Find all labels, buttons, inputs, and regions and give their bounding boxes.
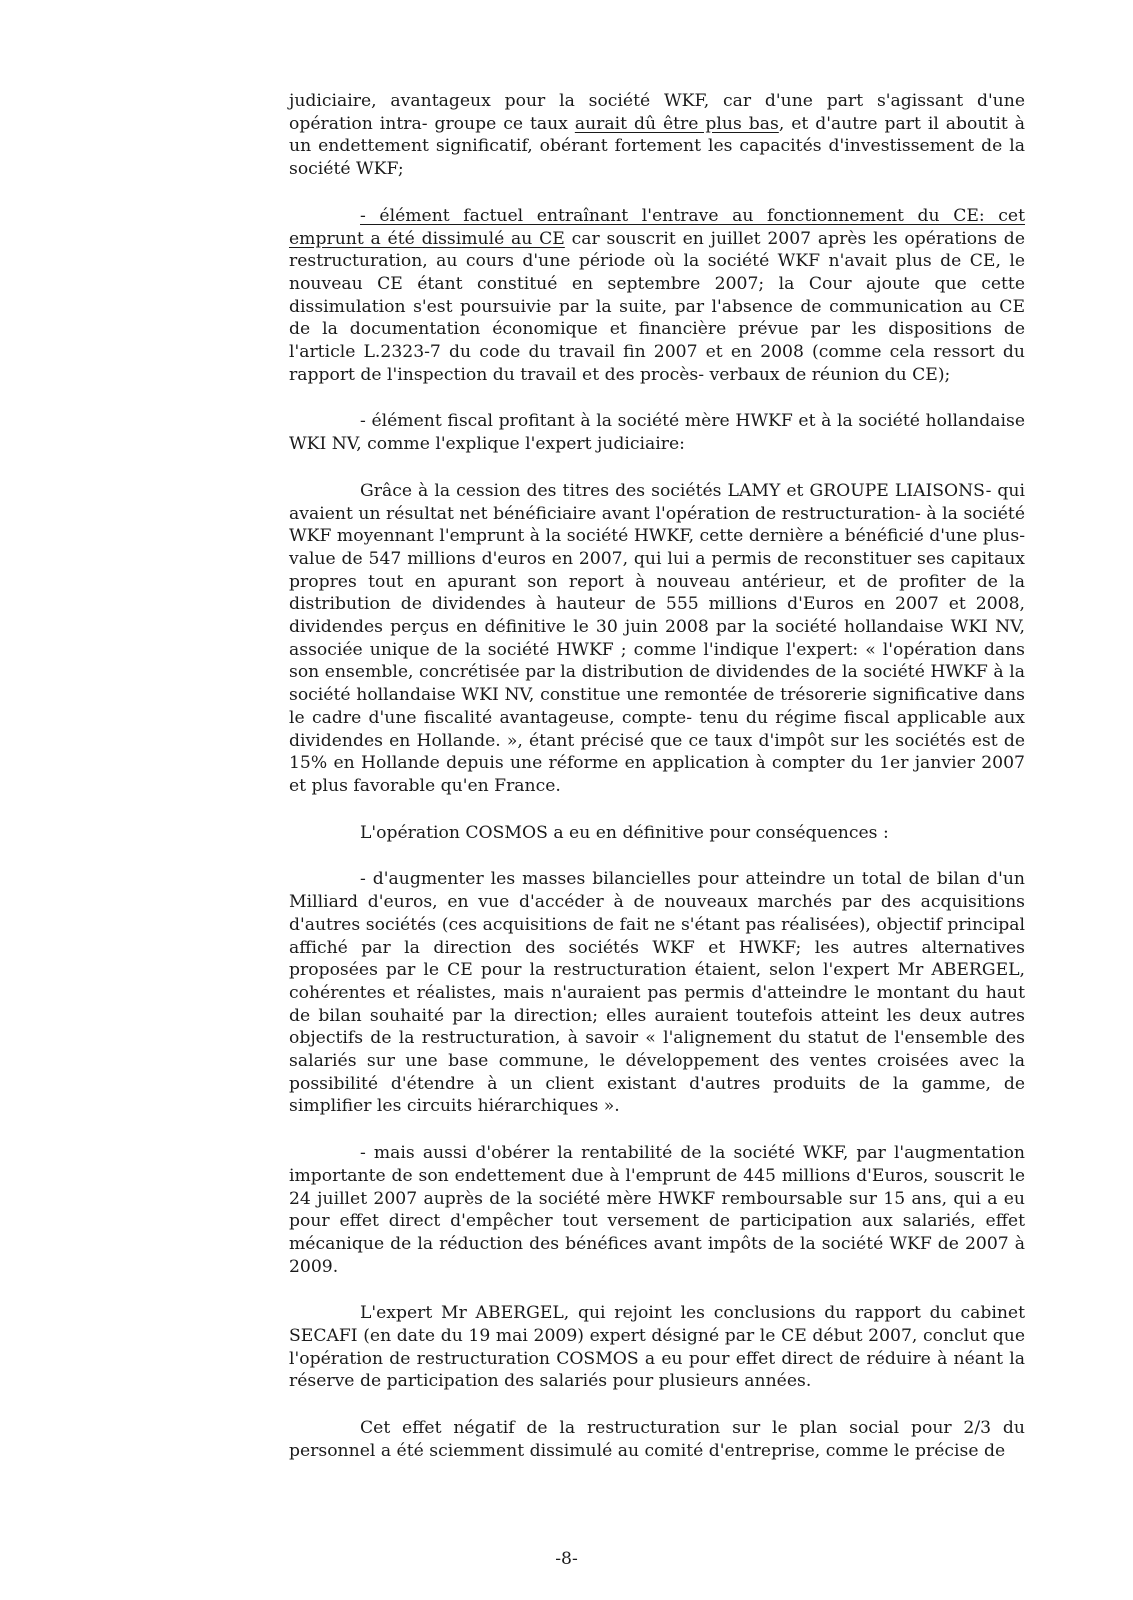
paragraph-9: Cet effet négatif de la restructuration sur le plan social pour 2/3 du personnel a été sciemment dissimulé au comité d'entreprise, comme le précise de [289, 1418, 1025, 1461]
document-body [289, 90, 1025, 1487]
paragraph-1 [289, 90, 1025, 181]
paragraph-4: Grâce à la cession des titres des sociétés LAMY et GROUPE LIAISONS- qui avaient un résultat net bénéficiaire avant l'opération de restructuration- à la société WKF moyennant l'emprunt à la société HWKF, cette dernière a bénéficié d'une plus- value de 547 millions d'euros en 2007, qui lui a permis de reconstituer ses capitaux propres tout en apurant son report à nouveau antérieur, et de profiter de la distribution de dividendes à hauteur de 555 millions d'Euros en 2007 et 2008, dividendes perçus en définitive le 30 juin 2008 par la société hollandaise WKI NV, associée unique de la société HWKF ; comme l'indique l'expert: « l'opération dans son ensemble, concrétisée par la distribution de dividendes de la société HWKF à la société hollandaise WKI NV, constitue une remontée de trésorerie significative dans le cadre d'une fiscalité avantageuse, compte- tenu du régime fiscal applicable aux dividendes en Hollande. », étant précisé que ce taux d'impôt sur les sociétés est de 15% en Hollande depuis une réforme en application à compter du 1er janvier 2007 et plus favorable qu'en France. [289, 480, 1025, 796]
paragraph-2-underlined: - élément factuel entraînant l'entrave au fonctionnement du CE: cet emprunt a été dissimulé au CE [289, 205, 1025, 249]
paragraph-8: L'expert Mr ABERGEL, qui rejoint les conclusions du rapport du cabinet SECAFI (en date du 19 mai 2009) expert désigné par le CE début 2007, conclut que l'opération de restructuration COSMOS a eu pour effet direct de réduire à néant la réserve de participation des salariés pour plusieurs années. [289, 1303, 1025, 1392]
paragraph-7: - mais aussi d'obérer la rentabilité de la société WKF, par l'augmentation importante de son endettement due à l'emprunt de 445 millions d'Euros, souscrit le 24 juillet 2007 auprès de la société mère HWKF remboursable sur 15 ans, qui a eu pour effet direct d'empêcher tout versement de participation aux salariés, effet mécanique de la réduction des bénéfices avant impôts de la société WKF de 2007 à 2009. [289, 1143, 1025, 1277]
paragraph-1-text-start: judiciaire, avantageux pour la société WKF, car d'une part s'agissant d'une opération intra- groupe ce taux [289, 91, 1025, 134]
paragraph-6: - d'augmenter les masses bilancielles pour atteindre un total de bilan d'un Milliard d'euros, en vue d'accéder à de nouveaux marchés par des acquisitions d'autres sociétés (ces acquisitions de fait ne s'étant pas réalisées), objectif principal affiché par la direction des sociétés WKF et HWKF; les autres alternatives proposées par le CE pour la restructuration étaient, selon l'expert Mr ABERGEL, cohérentes et réalistes, mais n'auraient pas permis d'atteindre le montant du haut de bilan souhaité par la direction; elles auraient toutefois atteint les deux autres objectifs de la restructuration, à savoir « l'alignement du statut de l'ensemble des salariés sur une base commune, le développement des ventes croisées avec la possibilité d'étendre à un client existant d'autres produits de la gamme, de simplifier les circuits hiérarchiques ». [289, 869, 1025, 1117]
paragraph-2 [289, 205, 1025, 387]
paragraph-2-text: car souscrit en juillet 2007 après les opérations de restructuration, au cours d'une période où la société WKF n'avait plus de CE, le nouveau CE étant constitué en septembre 2007; la Cour ajoute que cette dissimulation s'est poursuivie par la suite, par l'absence de communication au CE de la documentation économique et financière prévue par les dispositions de l'article L.2323-7 du code du travail fin 2007 et en 2008 (comme cela ressort du rapport de l'inspection du travail et des procès- verbaux de réunion du CE); [289, 228, 1025, 385]
paragraph-5: L'opération COSMOS a eu en définitive pour conséquences : [360, 822, 889, 843]
paragraph-3: - élément fiscal profitant à la société mère HWKF et à la société hollandaise WKI NV, comme l'explique l'expert judiciaire: [289, 411, 1025, 455]
page-number: -8- [555, 1549, 578, 1569]
paragraph-1-underlined: aurait dû être plus bas [574, 113, 779, 134]
paragraph-1-text-end: , et d'autre part il aboutit à un endettement significatif, obérant fortement les capacités d'investissement de la société WKF; [289, 113, 1025, 180]
